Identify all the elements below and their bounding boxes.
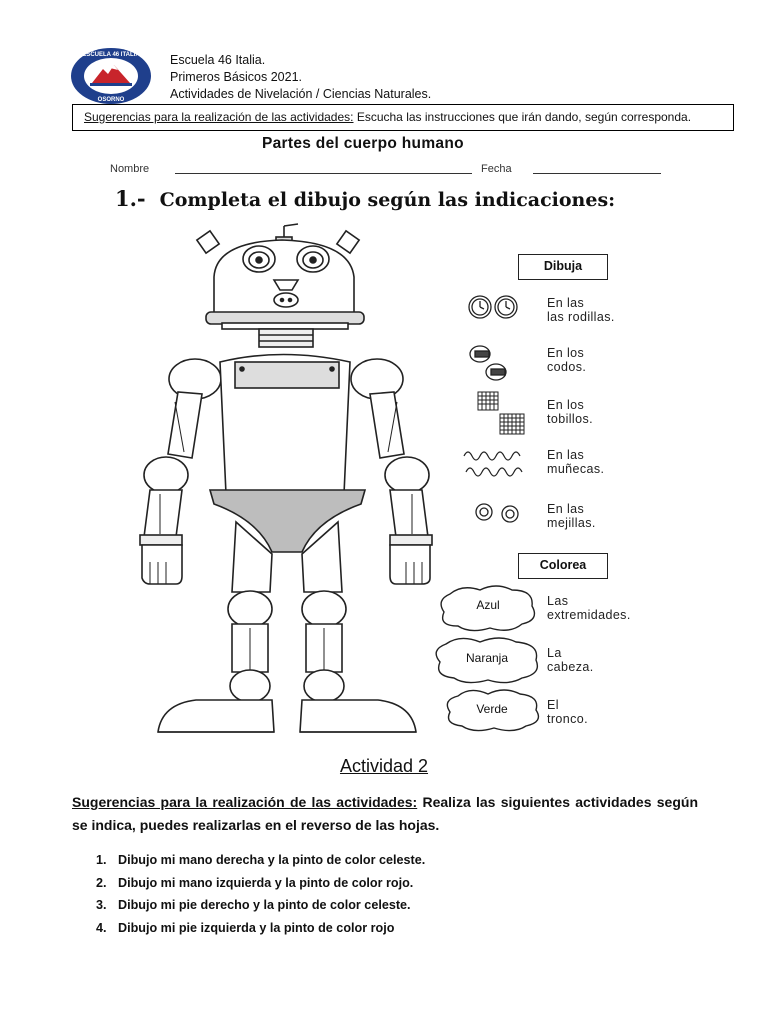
activity2-sugg-text: Realiza las siguientes actividades según se indica, puedes realizarlas en el reverso de las hojas. [72, 794, 699, 833]
grid-icon [460, 390, 535, 430]
suggestion-label: Sugerencias para la realización de las actividades: [84, 110, 354, 124]
school-name: Escuela 46 Italia. [170, 53, 266, 67]
dibuja-item-5: En las mejillas. [547, 502, 596, 530]
blob-label-azul: Azul [476, 598, 500, 612]
list-item: 1. Dibujo mi mano derecha y la pinto de color celeste. [96, 853, 426, 867]
cloud-blob-naranja [430, 634, 544, 686]
dibuja-item-3: En los tobillos. [547, 398, 593, 426]
question-text: Completa el dibujo según las indicaciones: [159, 189, 616, 211]
activity-line: Actividades de Nivelación / Ciencias Naturales. [170, 87, 432, 101]
question-heading [115, 186, 615, 211]
cloud-blob-verde [440, 686, 544, 734]
question-number: 1.- [115, 186, 146, 211]
activity2-list [96, 849, 425, 939]
list-item: 3. Dibujo mi pie derecho y la pinto de color celeste. [96, 898, 411, 912]
worksheet-title: Partes del cuerpo humano [262, 135, 464, 152]
robot-drawing [132, 222, 444, 740]
suggestion-text: Escucha las instrucciones que irán dando, según corresponda. [353, 110, 692, 124]
header-info [170, 52, 431, 103]
dibuja-item-4: En las muñecas. [547, 448, 605, 476]
school-logo [70, 47, 152, 105]
colorea-item-1: Las extremidades. [547, 594, 631, 622]
activity2-title: Actividad 2 [339, 756, 429, 776]
dibuja-heading: Dibuja [518, 254, 608, 280]
colorea-item-2: La cabeza. [547, 646, 594, 674]
cloud-blob-azul [434, 582, 542, 634]
nombre-label: Nombre [110, 163, 150, 175]
activity2-sugg-label: Sugerencias para la realización de las actividades: [72, 794, 418, 810]
grade-line: Primeros Básicos 2021. [170, 70, 303, 84]
suggestion-box [72, 104, 734, 131]
dibuja-item-1: En las las rodillas. [547, 296, 615, 324]
two-clocks-icon [460, 292, 535, 332]
blob-label-naranja: Naranja [465, 651, 509, 665]
list-item: 2. Dibujo mi mano izquierda y la pinto de color rojo. [96, 875, 414, 890]
spiral-icon [460, 498, 535, 538]
fecha-label: Fecha [481, 163, 512, 175]
spring-coil-icon [460, 446, 535, 486]
logo-text-top: ESCUELA 46 ITALIA [82, 52, 140, 58]
bandage-icon [460, 342, 535, 382]
fecha-line[interactable] [533, 173, 661, 174]
list-item: 4. Dibujo mi pie izquierda y la pinto de color rojo [96, 920, 395, 935]
colorea-item-3: El tronco. [547, 698, 589, 726]
logo-text-bottom: OSORNO [97, 97, 125, 103]
colorea-heading: Colorea [518, 553, 608, 579]
dibuja-item-2: En los codos. [547, 346, 587, 374]
blob-label-verde: Verde [476, 702, 508, 716]
activity2-suggestion [72, 791, 698, 837]
nombre-line[interactable] [175, 173, 472, 174]
